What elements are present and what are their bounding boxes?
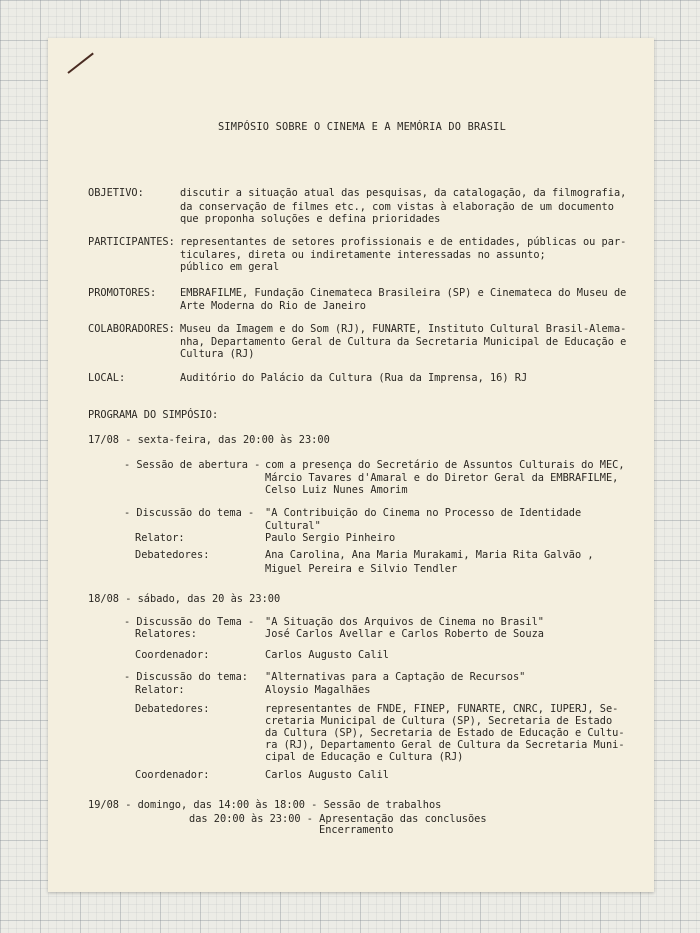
coordenador2-label: Coordenador:: [135, 769, 210, 781]
promotores-line: EMBRAFILME, Fundação Cinemateca Brasileira (SP) e Cinemateca do Museu de: [180, 287, 627, 299]
debatedores-line: Miguel Pereira e Silvio Tendler: [265, 563, 458, 575]
debatedores-line: Ana Carolina, Ana Maria Murakami, Maria Rita Galvão ,: [265, 549, 594, 561]
colaboradores-line: Museu da Imagem e do Som (RJ), FUNARTE, Instituto Cultural Brasil-Alema-: [180, 323, 627, 335]
participantes-label: PARTICIPANTES:: [88, 236, 175, 248]
promotores-line: Arte Moderna do Rio de Janeiro: [180, 300, 366, 312]
debatedores2-label: Debatedores:: [135, 703, 210, 715]
local-value: Auditório do Palácio da Cultura (Rua da Imprensa, 16) RJ: [180, 372, 528, 384]
objetivo-line: discutir a situação atual das pesquisas, da catalogação, da filmografia,: [180, 187, 627, 199]
abertura-label: - Sessão de abertura -: [124, 459, 261, 471]
document-sheet: [48, 38, 654, 892]
coordenador-value: Carlos Augusto Calil: [265, 649, 389, 661]
participantes-line: público em geral: [180, 261, 280, 273]
document-title: SIMPÓSIO SOBRE O CINEMA E A MEMÓRIA DO BRASIL: [218, 121, 506, 133]
discussao1-value: "A Situação dos Arquivos de Cinema no Brasil": [265, 616, 544, 628]
coordenador-label: Coordenador:: [135, 649, 210, 661]
discussao-label: - Discussão do tema -: [124, 507, 255, 519]
day3-line: Encerramento: [319, 824, 394, 836]
programa-heading: PROGRAMA DO SIMPÓSIO:: [88, 409, 219, 421]
discussao2-label: - Discussão do tema:: [124, 671, 248, 683]
relator-label: Relator:: [135, 532, 185, 544]
colaboradores-line: Cultura (RJ): [180, 348, 255, 360]
debatedores2-line: representantes de FNDE, FINEP, FUNARTE, CNRC, IUPERJ, Se-: [265, 703, 619, 715]
relator2-label: Relator:: [135, 684, 185, 696]
day1-heading: 17/08 - sexta-feira, das 20:00 às 23:00: [88, 434, 330, 446]
promotores-label: PROMOTORES:: [88, 287, 157, 299]
relator-value: Paulo Sergio Pinheiro: [265, 532, 396, 544]
abertura-line: Márcio Tavares d'Amaral e do Diretor Geral da EMBRAFILME,: [265, 472, 619, 484]
debatedores2-line: cipal de Educação e Cultura (RJ): [265, 751, 464, 763]
objetivo-label: OBJETIVO:: [88, 187, 144, 199]
day3-line: 19/08 - domingo, das 14:00 às 18:00 - Sessão de trabalhos: [88, 799, 442, 811]
debatedores2-line: cretaria Municipal de Cultura (SP), Secretaria de Estado: [265, 715, 613, 727]
abertura-line: Celso Luiz Nunes Amorim: [265, 484, 408, 496]
debatedores-label: Debatedores:: [135, 549, 210, 561]
abertura-line: com a presença do Secretário de Assuntos Culturais do MEC,: [265, 459, 625, 471]
participantes-line: representantes de setores profissionais e de entidades, públicas ou par-: [180, 236, 627, 248]
colaboradores-line: nha, Departamento Geral de Cultura da Secretaria Municipal de Educação e: [180, 336, 627, 348]
coordenador2-value: Carlos Augusto Calil: [265, 769, 389, 781]
local-label: LOCAL:: [88, 372, 126, 384]
colaboradores-label: COLABORADORES:: [88, 323, 175, 335]
pen-mark: [67, 53, 93, 74]
objetivo-line: que proponha soluções e defina prioridades: [180, 213, 441, 225]
objetivo-line: da conservação de filmes etc., com vistas à elaboração de um documento: [180, 201, 614, 213]
day2-heading: 18/08 - sábado, das 20 às 23:00: [88, 593, 281, 605]
debatedores2-line: da Cultura (SP), Secretaria de Estado de Educação e Cultu-: [265, 727, 625, 739]
day3-line: das 20:00 às 23:00 - Apresentação das conclusões: [189, 813, 487, 825]
debatedores2-line: ra (RJ), Departamento Geral de Cultura da Secretaria Muni-: [265, 739, 625, 751]
relatores-value: José Carlos Avellar e Carlos Roberto de Souza: [265, 628, 544, 640]
discussao1-label: - Discussão do Tema -: [124, 616, 255, 628]
discussao-line: "A Contribuição do Cinema no Processo de Identidade: [265, 507, 582, 519]
relator2-value: Aloysio Magalhães: [265, 684, 371, 696]
participantes-line: ticulares, direta ou indiretamente interessadas no assunto;: [180, 249, 546, 261]
discussao-line: Cultural": [265, 520, 321, 532]
relatores-label: Relatores:: [135, 628, 197, 640]
discussao2-value: "Alternativas para a Captação de Recursos": [265, 671, 526, 683]
